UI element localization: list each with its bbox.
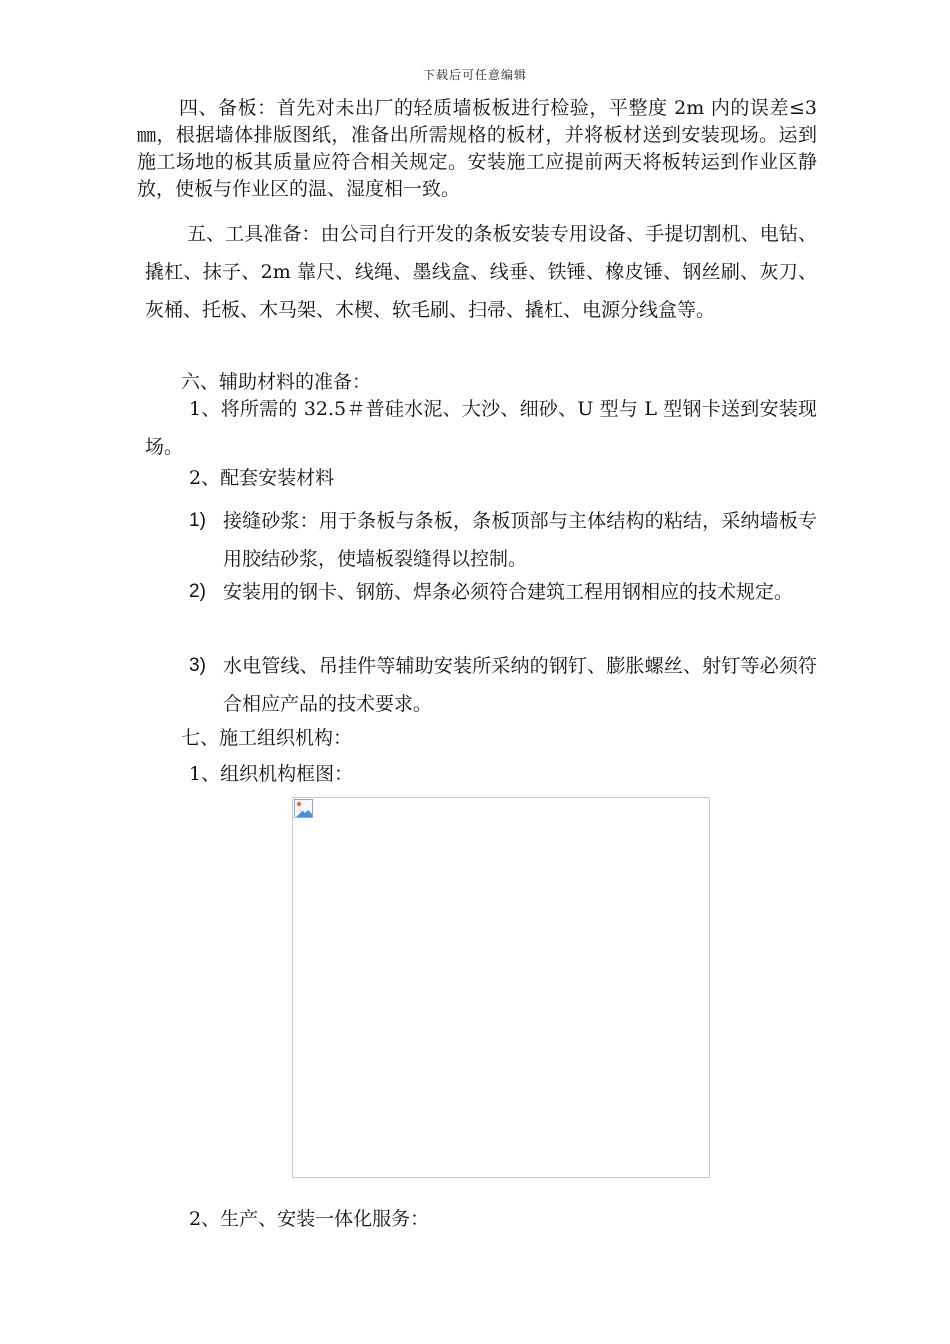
section-7-title: 七、施工组织机构： xyxy=(181,727,353,749)
list-item-1-text: 接缝砂浆：用于条板与条板，条板顶部与主体结构的粘结，采纳墙板专用胶结砂浆，使墙板裂缝得以控制。 xyxy=(223,510,817,570)
page-header: 下载后可任意编辑 xyxy=(422,68,527,82)
section-7-item-2: 2、生产、安装一体化服务： xyxy=(189,1208,430,1230)
list-item-2-number: 2) xyxy=(189,581,206,602)
section-4-paragraph: 四、备板：首先对未出厂的轻质墙板板进行检验，平整度 2m 内的误差≤3㎜，根据墙体排版图纸，准备出所需规格的板材，并将板材送到安装现场。运到施工场地的板其质量应符合相关规定。安装施工应提前两天将板转运到作业区静放，使板与作业区的温、湿度相一致。 xyxy=(137,97,817,200)
section-6-item-1: 1、将所需的 32.5＃普硅水泥、大沙、细砂、U 型与 L 型钢卡送到安装现场。 xyxy=(145,398,817,458)
org-chart-figure-placeholder xyxy=(292,797,710,1178)
section-6-title: 六、辅助材料的准备： xyxy=(181,371,372,393)
broken-image-icon xyxy=(294,799,313,818)
list-item-3-text: 水电管线、吊挂件等辅助安装所采纳的钢钉、膨胀螺丝、射钉等必须符合相应产品的技术要求。 xyxy=(223,655,817,715)
list-item-1-number: 1) xyxy=(189,510,206,531)
section-6-item-2: 2、配套安装材料 xyxy=(189,467,335,489)
section-5-paragraph: 五、工具准备：由公司自行开发的条板安装专用设备、手提切割机、电钻、撬杠、抹子、2m 靠尺、线绳、墨线盒、线垂、铁锤、橡皮锤、钢丝刷、灰刀、灰桶、托板、木马架、木楔、软毛刷、扫帚、撬杠、电源分线盒等。 xyxy=(145,223,817,321)
list-item-3-number: 3) xyxy=(189,655,206,676)
list-item-2-text: 安装用的钢卡、钢筋、焊条必须符合建筑工程用钢相应的技术规定。 xyxy=(223,581,794,603)
section-7-item-1: 1、组织机构框图： xyxy=(189,763,354,785)
